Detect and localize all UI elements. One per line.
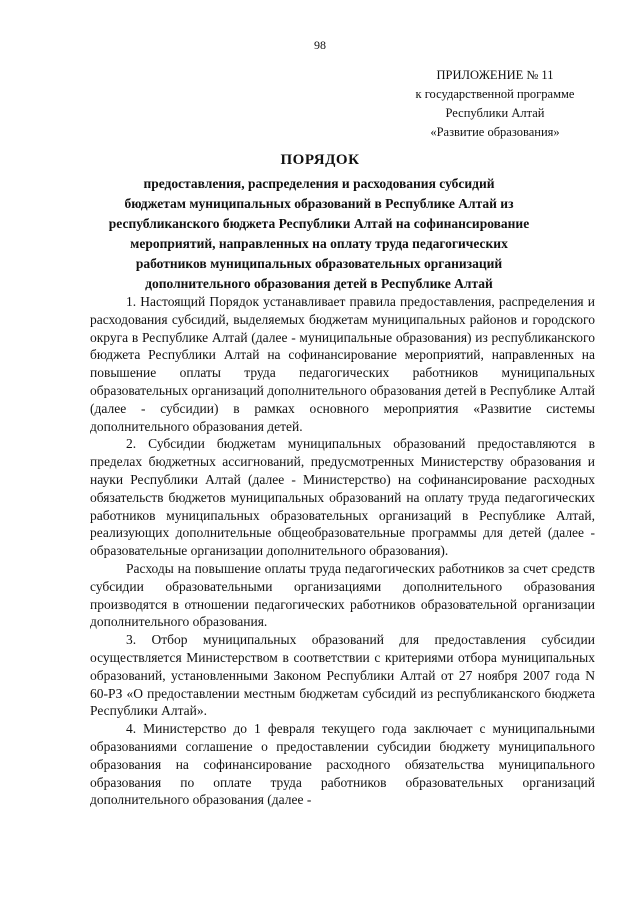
document-body (90, 293, 595, 809)
appendix-header (380, 66, 610, 142)
page-number: 98 (314, 38, 326, 52)
paragraph-2: 2. Субсидии бюджетам муниципальных образований предоставляются в пределах бюджетных ассигнований, предусмотренных Министерству образования и науки Республики Алтай (далее - Министерство) на софинансирование расходных обязательств бюджетов муниципальных образований на оплату труда педагогических работников муниципальных образовательных организаций в Республике Алтай, реализующих дополнительные общеобразовательные программы для детей (далее - образовательные организации дополнительного образования). (90, 436, 595, 559)
appendix-line: Республики Алтай (445, 106, 545, 120)
paragraph-2-continued: Расходы на повышение оплаты труда педагогических работников за счет средств субсидии образовательными организациями дополнительного образования производятся в отношении педагогических работников образовательной организации дополнительного образования. (90, 560, 595, 630)
subtitle-line: предоставления, распределения и расходования субсидий (143, 176, 495, 191)
appendix-line: к государственной программе (415, 87, 575, 101)
document-subtitle (94, 174, 544, 294)
subtitle-line: бюджетам муниципальных образований в Республике Алтай из (124, 196, 514, 211)
appendix-line: «Развитие образования» (430, 125, 560, 139)
subtitle-line: работников муниципальных образовательных организаций (135, 256, 503, 271)
subtitle-line: республиканского бюджета Республики Алтай на софинансирование (108, 216, 530, 231)
subtitle-line: дополнительного образования детей в Республике Алтай (145, 276, 493, 291)
appendix-line: ПРИЛОЖЕНИЕ № 11 (436, 68, 554, 82)
document-title: ПОРЯДОК (280, 152, 360, 168)
subtitle-line: мероприятий, направленных на оплату труда педагогических (130, 236, 508, 251)
paragraph-4: 4. Министерство до 1 февраля текущего года заключает с муниципальными образованиями соглашение о предоставлении субсидии бюджету муниципального образования на софинансирование расходного обязательства муниципального образования по оплате труда работников образовательных организаций дополнительного образования (далее - (90, 721, 595, 808)
paragraph-3: 3. Отбор муниципальных образований для предоставления субсидии осуществляется Министерством в соответствии с критериями отбора муниципальных образований, установленными Законом Республики Алтай от 27 ноября 2007 года N 60-РЗ «О предоставлении местным бюджетам субсидий из республиканского бюджета Республики Алтай». (90, 632, 595, 719)
paragraph-1: 1. Настоящий Порядок устанавливает правила предоставления, распределения и расходования субсидий, выделяемых бюджетам муниципальных районов и городского округа в Республике Алтай (далее - муниципальные образования) из республиканского бюджета Республики Алтай на софинансирование мероприятий, направленных на повышение оплаты труда педагогических работников муниципальных образовательных организаций дополнительного образования детей в Республике Алтай (далее - субсидии) в рамках основного мероприятия «Развитие системы дополнительного образования детей. (90, 294, 595, 434)
